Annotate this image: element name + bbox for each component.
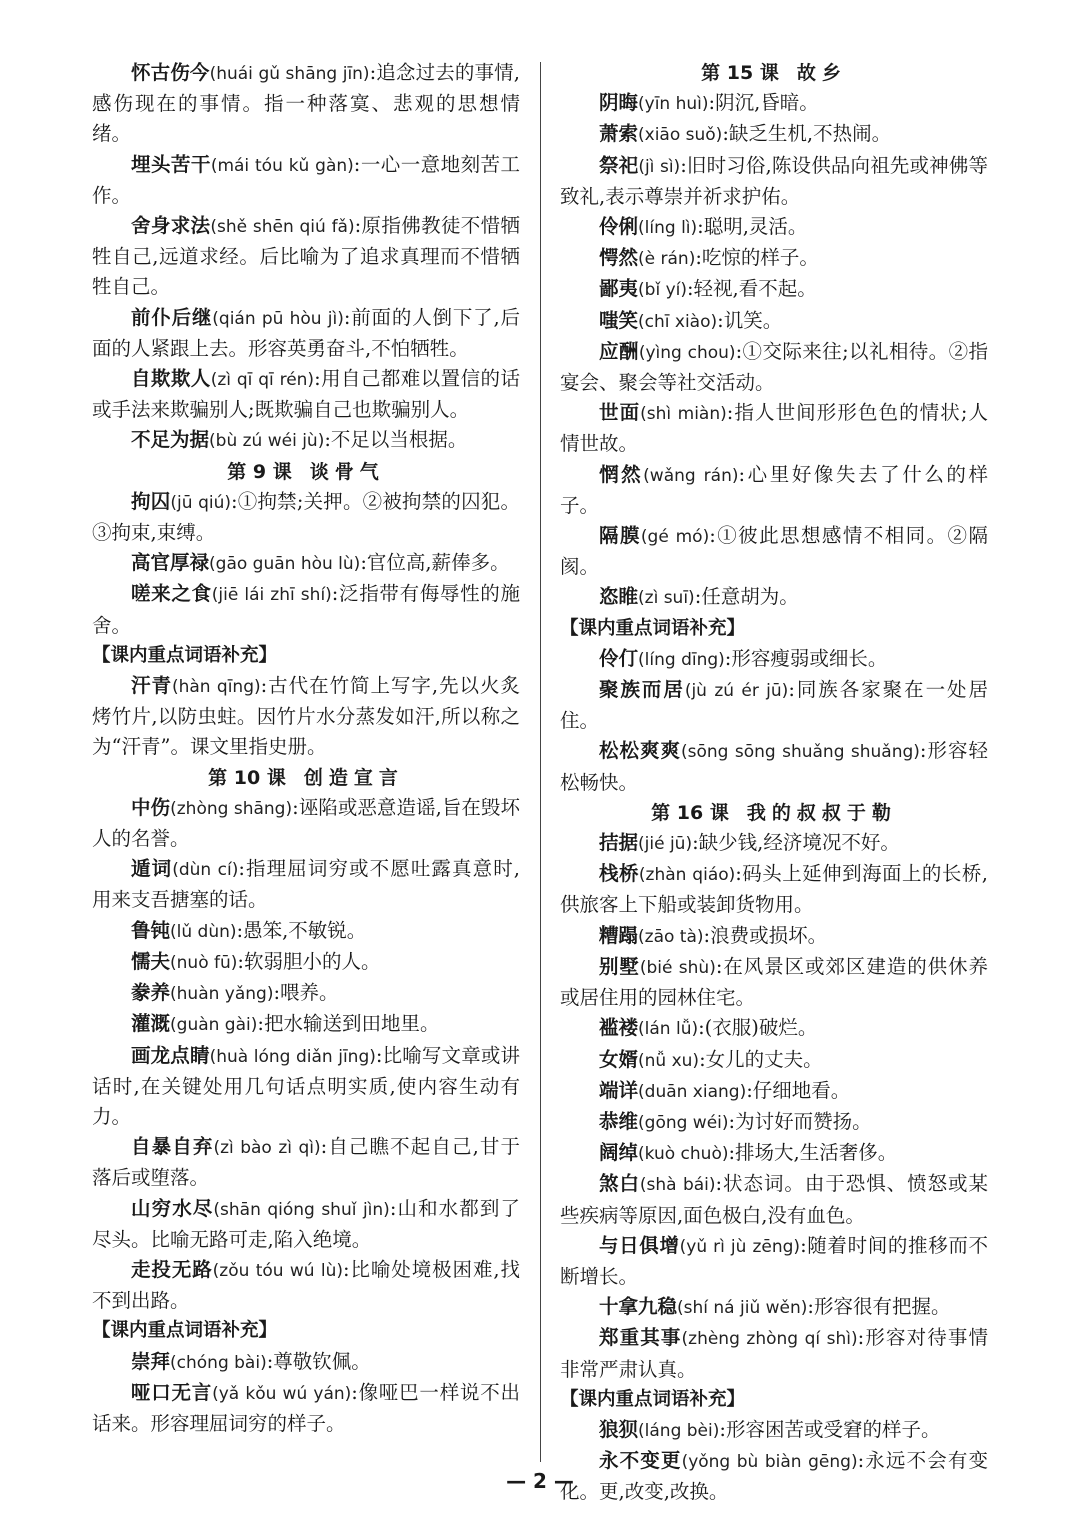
vocab-definition: :尊敬钦佩。: [266, 1349, 371, 1373]
vocab-definition: :指理屈词穷或不愿吐露真意时,用来支吾搪塞的话。: [92, 857, 520, 912]
vocab-entry: [560, 1169, 988, 1230]
vocab-pinyin: (zhèng zhòng qí shì): [681, 1329, 858, 1350]
vocab-entry: [560, 521, 988, 582]
vocab-entry: [560, 119, 988, 150]
vocab-entry: [92, 425, 520, 456]
vocab-entry: [560, 582, 988, 613]
lesson-number: 第 15 课: [701, 62, 779, 84]
vocab-term: 萧索: [599, 122, 639, 146]
vocab-pinyin: (lán lǚ): [638, 1019, 699, 1040]
vocab-definition: :吃惊的样子。: [695, 246, 819, 270]
vocab-entry: [92, 671, 520, 763]
lesson-title: 谈骨气: [309, 460, 385, 483]
page-number: — 2 —: [506, 1469, 574, 1493]
vocab-entry: [560, 1013, 988, 1044]
vocab-definition: :古代在竹简上写字,先以火炙烤竹片,以防虫蛀。因竹片水分蒸发如汗,所以称之为“汗青”。课文里指史册。: [92, 674, 520, 759]
lesson-title: 我的叔叔于勒: [746, 801, 897, 824]
vocab-definition: :①彼此思想感情不相同。②隔阂。: [560, 524, 988, 579]
vocab-definition: :像哑巴一样说不出话来。形容理屈词穷的样子。: [92, 1380, 521, 1435]
vocab-pinyin: (jì sì): [638, 156, 681, 177]
vocab-definition: :状态词。由于恐惧、愤怒或某些疾病等原因,面色极白,没有血色。: [560, 1172, 988, 1227]
vocab-term: 应酬: [599, 339, 639, 363]
vocab-pinyin: (shì miàn): [640, 404, 727, 425]
vocab-definition: :①拘禁;关押。②被拘禁的囚犯。③拘束,束缚。: [92, 489, 520, 545]
vocab-entry: [92, 1041, 520, 1133]
vocab-term: 煞白: [599, 1172, 640, 1196]
vocab-entry: [560, 1323, 988, 1384]
vocab-definition: :浪费或损坏。: [703, 923, 828, 947]
supplement-heading: 【课内重点词语补充】: [92, 1320, 278, 1342]
vocab-definition: :形容轻松畅快。: [560, 739, 988, 794]
vocab-term: 阔绰: [599, 1141, 639, 1165]
vocab-pinyin: (xiāo suǒ): [638, 125, 723, 146]
vocab-term: 拮据: [599, 831, 639, 855]
vocab-pinyin: (zì bào zì qì): [213, 1138, 321, 1159]
lesson-heading: [560, 58, 988, 88]
vocab-entry: [92, 579, 520, 640]
vocab-pinyin: (huà lóng diǎn jīng): [209, 1046, 376, 1067]
vocab-term: 鲁钝: [131, 918, 171, 942]
vocab-definition: :阴沉,昏暗。: [708, 91, 819, 115]
vocab-definition: :永远不会有变化。更,改变,改换。: [560, 1449, 988, 1504]
lesson-heading: [560, 798, 988, 828]
vocab-entry: [92, 1009, 520, 1040]
vocab-pinyin: (chī xiào): [638, 311, 718, 332]
vocab-definition: :心里好像失去了什么的样子。: [560, 462, 988, 517]
vocab-entry: [560, 1138, 988, 1169]
vocab-definition: :在风景区或郊区建造的供休养或居住用的园林住宅。: [560, 954, 988, 1010]
vocab-definition: :比喻处境极困难,找不到出路。: [92, 1257, 520, 1313]
vocab-pinyin: (è rán): [638, 249, 696, 270]
vocab-term: 栈桥: [599, 862, 639, 886]
vocab-pinyin: (nuò fū): [170, 952, 238, 973]
vocab-term: 褴褛: [599, 1016, 639, 1040]
vocab-term: 走投无路: [131, 1257, 213, 1281]
vocab-pinyin: (qián pū hòu jì): [212, 308, 344, 329]
vocab-definition: :喂养。: [273, 981, 339, 1005]
right-column: [560, 58, 988, 1508]
vocab-pinyin: (jié jū): [638, 834, 693, 855]
vocab-definition: :不足以当根据。: [324, 428, 468, 452]
vocab-pinyin: (zhòng shāng): [170, 798, 293, 819]
vocab-term: 伶仃: [599, 646, 639, 670]
vocab-term: 嗤笑: [599, 308, 639, 332]
vocab-entry: [92, 150, 520, 211]
vocab-entry: [560, 675, 988, 736]
vocab-entry: [560, 88, 988, 119]
lesson-title: 创造宣言: [303, 766, 404, 789]
vocab-entry: [560, 337, 988, 398]
column-divider: [540, 62, 541, 1462]
vocab-pinyin: (bié shù): [639, 957, 716, 978]
vocab-pinyin: (líng dīng): [638, 649, 725, 670]
vocab-pinyin: (zì suī): [638, 588, 695, 609]
vocab-entry: [92, 916, 520, 947]
vocab-term: 伶俐: [599, 215, 639, 239]
vocab-entry: [92, 1255, 520, 1316]
vocab-pinyin: (huàn yǎng): [170, 984, 274, 1005]
vocab-pinyin: (jū qiú): [170, 492, 232, 513]
vocab-definition: :为讨好而赞扬。: [728, 1109, 872, 1133]
vocab-entry: [560, 1076, 988, 1107]
lesson-title: 故乡: [796, 62, 847, 84]
vocab-term: 不足为据: [131, 428, 210, 452]
vocab-entry: [92, 303, 520, 364]
vocab-definition: :女儿的丈夫。: [699, 1047, 823, 1071]
vocab-pinyin: (yǔ rì jù zēng): [679, 1236, 801, 1257]
vocab-term: 怀古伤今: [131, 61, 210, 84]
vocab-entry: [560, 828, 988, 859]
vocab-term: 别墅: [599, 954, 640, 978]
vocab-entry: [92, 1347, 520, 1378]
lesson-heading: [92, 457, 520, 487]
vocab-entry: [560, 398, 988, 459]
vocab-definition: :泛指带有侮辱性的施舍。: [92, 582, 520, 637]
vocab-term: 永不变更: [599, 1449, 682, 1473]
vocab-entry: [92, 364, 520, 425]
vocab-definition: :排场大,生活奢侈。: [728, 1141, 898, 1165]
vocab-definition: :原指佛教徒不惜牺牲自己,远道求经。后比喻为了追求真理而不惜牺牲自己。: [92, 214, 520, 299]
supplement-heading: 【课内重点词语补充】: [560, 617, 746, 639]
lesson-number: 第 10 课: [208, 766, 286, 789]
vocab-pinyin: (zì qī qī rén): [210, 370, 315, 391]
vocab-term: 恭维: [599, 1109, 639, 1133]
vocab-entry: [560, 274, 988, 305]
vocab-entry: [560, 306, 988, 337]
vocab-definition: :软弱胆小的人。: [237, 949, 381, 973]
vocab-definition: :前面的人倒下了,后面的人紧跟上去。形容英勇奋斗,不怕牺牲。: [92, 305, 520, 360]
vocab-entry: [92, 947, 520, 978]
vocab-entry: [560, 736, 988, 797]
vocab-term: 懦夫: [131, 949, 171, 973]
vocab-pinyin: (kuò chuò): [638, 1144, 729, 1165]
lesson-number: 第 16 课: [651, 801, 729, 824]
vocab-definition: :聪明,灵活。: [697, 215, 808, 239]
vocab-definition: :随着时间的推移而不断增长。: [560, 1233, 989, 1288]
vocab-term: 埋头苦干: [131, 152, 211, 176]
vocab-entry: [92, 978, 520, 1009]
vocab-entry: [560, 1292, 988, 1323]
vocab-term: 恣睢: [599, 585, 639, 609]
vocab-term: 狼狈: [599, 1417, 639, 1441]
vocab-pinyin: (gé mó): [640, 527, 710, 548]
vocab-pinyin: (líng lì): [638, 218, 698, 239]
vocab-entry: [560, 151, 988, 212]
vocab-definition: :追念过去的事情,感伤现在的事情。指一种落寞、悲观的思想情绪。: [92, 61, 520, 146]
vocab-term: 拘囚: [131, 489, 171, 513]
vocab-entry: [92, 793, 520, 854]
vocab-pinyin: (sōng sōng shuǎng shuǎng): [681, 742, 920, 763]
vocab-entry: [560, 1107, 988, 1138]
vocab-definition: :缺乏生机,不热闹。: [722, 122, 892, 146]
vocab-term: 鄙夷: [599, 277, 639, 301]
vocab-entry: [92, 548, 520, 579]
vocab-definition: :旧时习俗,陈设供品向祖先或神佛等致礼,表示尊崇并祈求护佑。: [560, 153, 988, 208]
vocab-definition: :愚笨,不敏锐。: [236, 918, 367, 942]
vocab-term: 阴晦: [599, 91, 639, 115]
vocab-pinyin: (lǔ dùn): [170, 921, 237, 942]
vocab-term: 舍身求法: [131, 214, 211, 238]
left-column: [92, 58, 520, 1439]
vocab-pinyin: (zǒu tóu wú lù): [212, 1260, 343, 1281]
vocab-term: 灌溉: [131, 1012, 171, 1036]
vocab-pinyin: (yìng chou): [638, 342, 736, 363]
vocab-pinyin: (bù zú wéi jù): [209, 431, 325, 452]
vocab-definition: :指人世间形形色色的情状;人情世故。: [560, 401, 988, 456]
vocab-pinyin: (shān qióng shuǐ jìn): [213, 1199, 390, 1220]
vocab-entry: [560, 859, 988, 920]
vocab-entry: [92, 1132, 520, 1193]
vocab-term: 画龙点睛: [131, 1043, 210, 1067]
vocab-definition: :缺少钱,经济境况不好。: [692, 831, 900, 855]
vocab-term: 自暴自弃: [131, 1135, 214, 1159]
vocab-term: 中伤: [131, 795, 171, 819]
vocab-definition: :轻视,看不起。: [686, 277, 817, 301]
lesson-number: 第 9 课: [227, 460, 292, 483]
supplement-heading: 【课内重点词语补充】: [92, 644, 278, 666]
vocab-term: 端详: [599, 1078, 639, 1102]
vocab-entry: [560, 212, 988, 243]
vocab-pinyin: (gōng wéi): [638, 1112, 729, 1133]
vocab-entry: [560, 921, 988, 952]
supplement-heading: 【课内重点词语补充】: [560, 1388, 746, 1410]
vocab-entry: [92, 487, 520, 548]
vocab-pinyin: (jiē lái zhī shí): [211, 585, 332, 606]
vocab-term: 前仆后继: [131, 305, 213, 329]
vocab-definition: :诬陷或恶意造谣,旨在毁坏人的名誉。: [92, 795, 520, 851]
vocab-pinyin: (láng bèi): [638, 1420, 720, 1441]
lesson-heading: [92, 763, 520, 793]
vocab-definition: :仔细地看。: [746, 1078, 851, 1102]
vocab-entry: [92, 854, 520, 915]
vocab-pinyin: (dùn cí): [172, 860, 239, 881]
vocab-entry: [560, 644, 988, 675]
vocab-pinyin: (guàn gài): [170, 1015, 258, 1036]
vocab-definition: :自己瞧不起自己,甘于落后或堕落。: [92, 1135, 520, 1190]
vocab-entry: [92, 58, 520, 150]
vocab-definition: :把水输送到田地里。: [257, 1012, 440, 1036]
vocab-entry: [560, 1415, 988, 1446]
vocab-pinyin: (nǚ xu): [638, 1050, 700, 1071]
vocab-definition: :①交际来往;以礼相待。②指宴会、聚会等社交活动。: [560, 339, 988, 395]
vocab-entry: [560, 952, 988, 1013]
vocab-entry: [560, 243, 988, 274]
vocab-term: 哑口无言: [131, 1380, 213, 1404]
vocab-term: 山穷水尽: [131, 1196, 214, 1220]
vocab-term: 遁词: [131, 857, 173, 881]
vocab-term: 惘然: [599, 462, 644, 486]
vocab-term: 与日俱增: [599, 1233, 680, 1257]
vocab-pinyin: (bǐ yí): [638, 280, 687, 301]
vocab-pinyin: (shà bái): [639, 1175, 716, 1196]
vocab-pinyin: (yǒng bù biàn gēng): [681, 1452, 858, 1473]
vocab-pinyin: (zāo tà): [638, 926, 704, 947]
vocab-pinyin: (shí ná jiǔ wěn): [677, 1298, 808, 1319]
vocab-entry: [92, 1378, 520, 1439]
vocab-pinyin: (yīn huì): [638, 94, 709, 115]
vocab-pinyin: (jù zú ér jū): [684, 681, 789, 702]
vocab-pinyin: (shě shēn qiú fǎ): [210, 217, 355, 238]
vocab-pinyin: (gāo guān hòu lù): [209, 554, 361, 575]
vocab-definition: :同族各家聚在一处居住。: [560, 678, 988, 733]
vocab-term: 崇拜: [131, 1349, 171, 1373]
vocab-term: 世面: [599, 401, 641, 425]
vocab-term: 嗟来之食: [131, 582, 212, 606]
vocab-pinyin: (duān xiang): [638, 1081, 747, 1102]
vocab-term: 汗青: [131, 674, 172, 698]
vocab-definition: :比喻写文章或讲话时,在关键处用几句话点明实质,使内容生动有力。: [92, 1043, 520, 1128]
vocab-definition: :讥笑。: [717, 308, 783, 332]
vocab-term: 女婿: [599, 1047, 639, 1071]
vocab-term: 松松爽爽: [599, 739, 682, 763]
vocab-entry: [560, 460, 988, 521]
vocab-definition: :形容困苦或受窘的样子。: [719, 1417, 941, 1441]
vocab-pinyin: (hàn qīng): [171, 677, 261, 698]
vocab-definition: :一心一意地刻苦工作。: [92, 152, 520, 207]
vocab-definition: :官位高,薪俸多。: [360, 551, 510, 575]
vocab-term: 糟蹋: [599, 923, 639, 947]
vocab-definition: :(衣服)破烂。: [698, 1016, 818, 1040]
vocab-term: 祭祀: [599, 153, 639, 177]
vocab-term: 聚族而居: [599, 678, 685, 702]
vocab-entry: [560, 1045, 988, 1076]
vocab-term: 隔膜: [599, 524, 641, 548]
vocab-term: 郑重其事: [599, 1326, 682, 1350]
vocab-pinyin: (chóng bài): [170, 1352, 267, 1373]
vocab-term: 愕然: [599, 246, 639, 270]
vocab-definition: :任意胡为。: [694, 585, 799, 609]
vocab-definition: :用自己都难以置信的话或手法来欺骗别人;既欺骗自己也欺骗别人。: [92, 367, 520, 422]
vocab-definition: :形容瘦弱或细长。: [724, 646, 888, 670]
vocab-term: 十拿九稳: [599, 1295, 678, 1319]
vocab-pinyin: (zhàn qiáo): [638, 865, 736, 886]
vocab-term: 高官厚禄: [131, 551, 210, 575]
vocab-pinyin: (huái gǔ shāng jīn): [209, 64, 370, 84]
vocab-entry: [92, 211, 520, 303]
vocab-pinyin: (wǎng rán): [643, 465, 739, 486]
vocab-pinyin: (yǎ kǒu wú yán): [212, 1383, 352, 1404]
vocab-pinyin: (mái tóu kǔ gàn): [210, 155, 354, 176]
vocab-definition: :形容对待事情非常严肃认真。: [560, 1326, 988, 1381]
vocab-term: 自欺欺人: [131, 367, 211, 391]
vocab-definition: :码头上延伸到海面上的长桥,供旅客上下船或装卸货物用。: [560, 862, 988, 917]
vocab-term: 豢养: [131, 981, 171, 1005]
vocab-definition: :山和水都到了尽头。比喻无路可走,陷入绝境。: [92, 1196, 520, 1251]
vocab-entry: [560, 1231, 988, 1292]
vocab-entry: [92, 1194, 520, 1255]
vocab-definition: :形容很有把握。: [807, 1295, 951, 1319]
